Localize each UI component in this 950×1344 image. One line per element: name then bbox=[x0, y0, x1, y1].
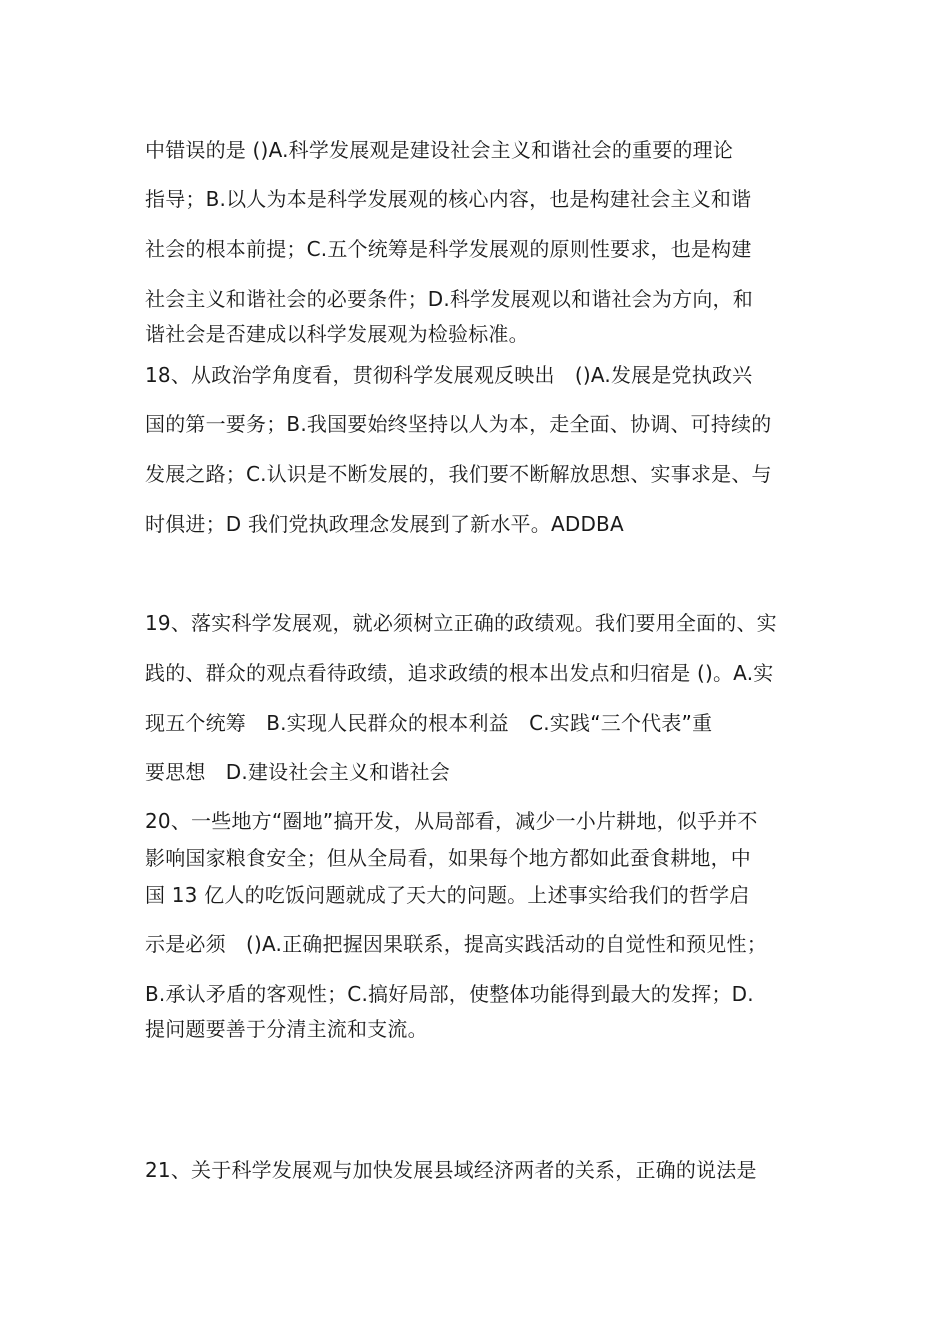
text-line: 示是必须 ()A.正确把握因果联系，提高实践活动的自觉性和预见性； bbox=[145, 932, 767, 956]
text-line: 时俱进；D 我们党执政理念发展到了新水平。ADDBA bbox=[145, 512, 624, 536]
text-line: 提问题要善于分清主流和支流。 bbox=[145, 1017, 428, 1041]
question-21-line: 21、关于科学发展观与加快发展县域经济两者的关系，正确的说法是 bbox=[145, 1158, 757, 1182]
text-line: 谐社会是否建成以科学发展观为检验标准。 bbox=[145, 322, 529, 346]
text-line: B.承认矛盾的客观性；C.搞好局部，使整体功能得到最大的发挥；D. bbox=[145, 982, 754, 1006]
question-20-line: 20、一些地方“圈地”搞开发，从局部看，减少一小片耕地，似乎并不 bbox=[145, 809, 758, 833]
text-line: 中错误的是 ()A.科学发展观是建设社会主义和谐社会的重要的理论 bbox=[145, 138, 734, 162]
question-18-line: 18、从政治学角度看，贯彻科学发展观反映出 ()A.发展是党执政兴 bbox=[145, 363, 753, 387]
text-line: 要思想 D.建设社会主义和谐社会 bbox=[145, 760, 450, 784]
text-line: 社会主义和谐社会的必要条件；D.科学发展观以和谐社会为方向，和 bbox=[145, 287, 753, 311]
text-line: 国 13 亿人的吃饭问题就成了天大的问题。上述事实给我们的哲学启 bbox=[145, 883, 750, 907]
text-line: 现五个统筹 B.实现人民群众的根本利益 C.实践“三个代表”重 bbox=[145, 711, 713, 735]
text-line: 社会的根本前提；C.五个统筹是科学发展观的原则性要求，也是构建 bbox=[145, 237, 752, 261]
text-line: 发展之路；C.认识是不断发展的，我们要不断解放思想、实事求是、与 bbox=[145, 462, 772, 486]
text-line: 指导；B.以人为本是科学发展观的核心内容，也是构建社会主义和谐 bbox=[145, 187, 752, 211]
text-line: 影响国家粮食安全；但从全局看，如果每个地方都如此蚕食耕地，中 bbox=[145, 846, 751, 870]
text-line: 践的、群众的观点看待政绩，追求政绩的根本出发点和归宿是 ()。A.实 bbox=[145, 661, 774, 685]
text-line: 国的第一要务；B.我国要始终坚持以人为本，走全面、协调、可持续的 bbox=[145, 412, 772, 436]
question-19-line: 19、落实科学发展观，就必须树立正确的政绩观。我们要用全面的、实 bbox=[145, 611, 777, 635]
